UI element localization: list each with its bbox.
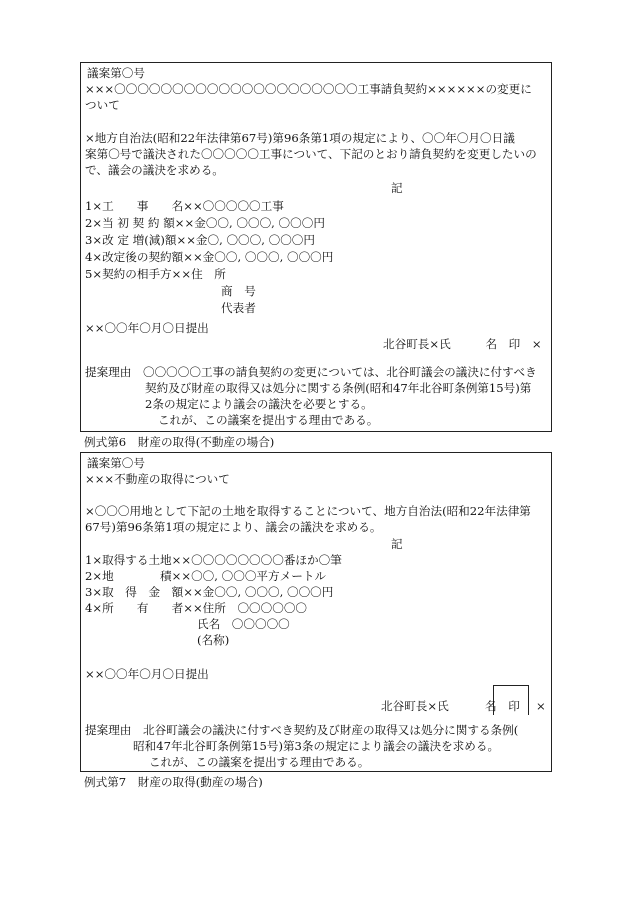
body-line1: ×〇〇〇用地として下記の土地を取得することについて、地方自治法(昭和22年法律第 (85, 504, 531, 518)
item-5: 5×契約の相手方××住 所 (85, 267, 226, 281)
body-line2: 案第〇号で議決された〇〇〇〇〇工事について、下記のとおり請負契約を変更したいの (85, 147, 537, 161)
proposal-box-real-estate (80, 452, 552, 772)
bill-number: 議案第〇号 (87, 66, 145, 80)
reason-line3: 2条の規定により議会の議決を必要とする。 (145, 397, 373, 411)
item-1: 1×工 事 名××〇〇〇〇〇工事 (85, 199, 284, 213)
submission-date: ××〇〇年〇月〇日提出 (85, 321, 209, 335)
submission-date: ××〇〇年〇月〇日提出 (85, 667, 209, 681)
proposal-box-contract-change (80, 62, 552, 432)
item-5-representative: 代表者 (221, 301, 256, 315)
bill-title-line2: ついて (85, 98, 120, 112)
reason-line3: これが、この議案を提出する理由である。 (149, 755, 370, 769)
ki-heading: 記 (391, 181, 403, 195)
body-line3: で、議会の議決を求める。 (85, 163, 224, 177)
item-4-name: 氏名 〇〇〇〇〇 (197, 617, 290, 631)
caption-form-6: 例式第6 財産の取得(不動産の場合) (84, 435, 275, 449)
item-4: 4×改定後の契約額××金〇〇, 〇〇〇, 〇〇〇円 (85, 250, 334, 264)
reason-line2: 契約及び財産の取得又は処分に関する条例(昭和47年北谷町条例第15号)第 (145, 381, 532, 395)
caption-form-7: 例式第7 財産の取得(動産の場合) (84, 775, 263, 789)
seal-trailing-mark: × (536, 699, 546, 713)
item-5-trade-name: 商 号 (221, 284, 256, 298)
seal-label: 名 印 (485, 699, 520, 713)
bill-title-line1: ×××〇〇〇〇〇〇〇〇〇〇〇〇〇〇〇〇〇〇〇〇〇工事請負契約××××××の変更に (85, 82, 532, 96)
reason-line1: 提案理由 北谷町議会の議決に付すべき契約及び財産の取得又は処分に関する条例( (85, 723, 519, 737)
item-4: 4×所 有 者××住所 〇〇〇〇〇〇 (85, 601, 308, 615)
item-1: 1×取得する土地××〇〇〇〇〇〇〇〇番ほか〇筆 (85, 553, 342, 567)
item-4-company-name: (名称) (197, 633, 230, 647)
item-3: 3×取 得 金 額××金〇〇, 〇〇〇, 〇〇〇円 (85, 585, 334, 599)
bill-title: ×××不動産の取得について (85, 472, 230, 486)
ki-heading: 記 (391, 537, 403, 551)
reason-line2: 昭和47年北谷町条例第15号)第3条の規定により議会の議決を求める。 (133, 739, 500, 753)
reason-line1: 提案理由 〇〇〇〇〇工事の請負契約の変更については、北谷町議会の議決に付すべき (85, 365, 537, 379)
body-line1: ×地方自治法(昭和22年法律第67号)第96条第1項の規定により、〇〇年〇月〇日議 (85, 131, 515, 145)
item-3: 3×改 定 増(減)額××金〇, 〇〇〇, 〇〇〇円 (85, 233, 315, 247)
bill-number: 議案第〇号 (87, 456, 145, 470)
item-2: 2×当 初 契 約 額××金〇〇, 〇〇〇, 〇〇〇円 (85, 216, 325, 230)
mayor-signature: 北谷町長×氏 (381, 699, 449, 713)
item-2: 2×地 積××〇〇, 〇〇〇平方メートル (85, 569, 326, 583)
body-line2: 67号)第96条第1項の規定により、議会の議決を求める。 (85, 520, 382, 534)
reason-line4: これが、この議案を提出する理由である。 (158, 413, 379, 427)
mayor-signature: 北谷町長×氏 名 印 × (383, 337, 542, 351)
